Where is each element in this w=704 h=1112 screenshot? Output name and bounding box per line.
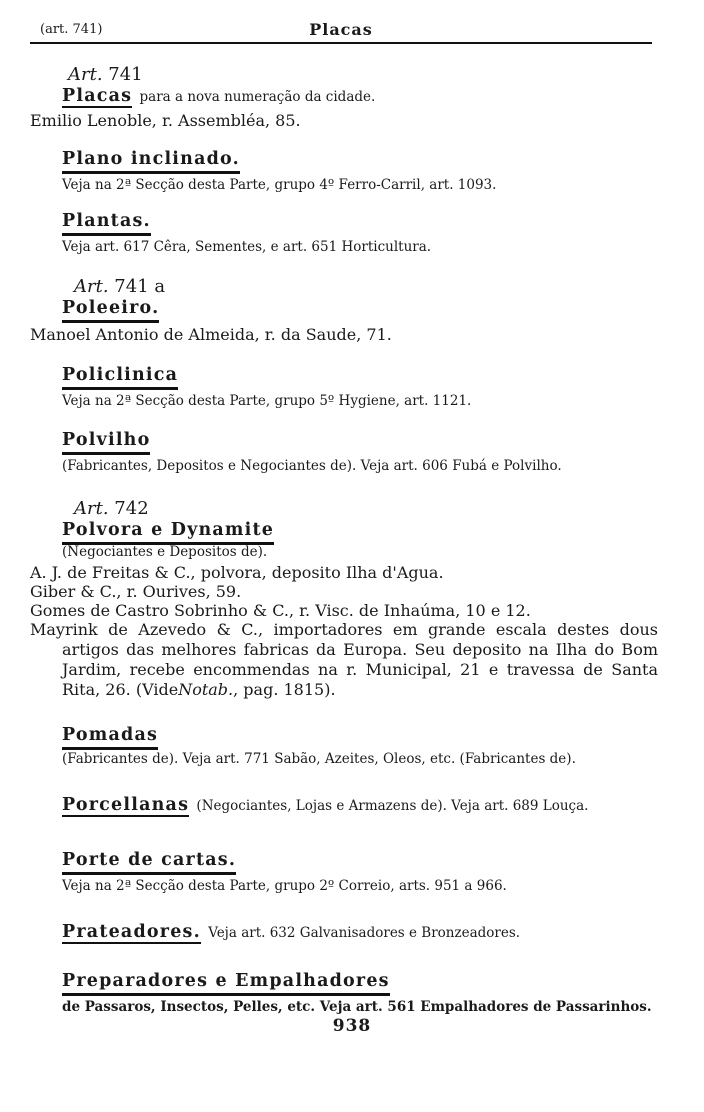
see-reference: (Fabricantes de). Veja art. 771 Sabão, Azeites, Oleos, etc. (Fabricantes de). — [62, 751, 576, 767]
entry-giber: Giber & C., r. Ourives, 59. — [30, 582, 242, 601]
entry-freitas: A. J. de Freitas & C., polvora, deposito Ilha d'Agua. — [30, 563, 444, 582]
running-head-title: Placas — [309, 20, 373, 39]
heading-plantas: Plantas. — [62, 211, 151, 236]
heading-plano-inclinado: Plano inclinado. — [62, 149, 240, 174]
heading-porcellanas: Porcellanas (Negociantes, Lojas e Armazens de). Veja art. 689 Louça. — [62, 795, 589, 815]
see-reference: Veja na 2ª Secção desta Parte, grupo 5º Hygiene, art. 1121. — [62, 393, 472, 409]
see-reference: Veja art. 617 Cêra, Sementes, e art. 651 Horticultura. — [62, 239, 432, 255]
heading-placas: Placas para a nova numeração da cidade. — [62, 86, 376, 106]
heading-prateadores: Prateadores. Veja art. 632 Galvanisadores e Bronzeadores. — [62, 922, 521, 942]
heading-polvilho: Polvilho — [62, 430, 150, 455]
running-head — [30, 18, 652, 44]
heading-pomadas: Pomadas — [62, 725, 158, 750]
article-marker: Art. 741 a — [74, 276, 166, 297]
see-reference: Veja na 2ª Secção desta Parte, grupo 4º Ferro-Carril, art. 1093. — [62, 177, 497, 193]
see-reference: (Fabricantes, Depositos e Negociantes de). Veja art. 606 Fubá e Polvilho. — [62, 458, 562, 474]
heading-porte-de-cartas: Porte de cartas. — [62, 850, 236, 875]
article-marker: Art. 742 — [74, 498, 149, 519]
heading-policlinica: Policlinica — [62, 365, 178, 390]
entry-almeida: Manoel Antonio de Almeida, r. da Saude, 71. — [30, 325, 392, 344]
see-reference: de Passaros, Insectos, Pelles, etc. Veja art. 561 Empalhadores de Passarinhos. — [62, 999, 652, 1015]
sub-heading: (Negociantes e Depositos de). — [62, 544, 268, 560]
entry-lenoble: Emilio Lenoble, r. Assembléa, 85. — [30, 111, 301, 130]
entry-gomes: Gomes de Castro Sobrinho & C., r. Visc. de Inhaúma, 10 e 12. — [30, 601, 531, 620]
notab-ref: Notab. — [178, 680, 234, 699]
see-reference: Veja na 2ª Secção desta Parte, grupo 2º Correio, arts. 951 a 966. — [62, 878, 507, 894]
heading-tail: (Negociantes, Lojas e Armazens de). Veja art. 689 Louça. — [196, 798, 589, 814]
running-head-ref: (art. 741) — [40, 22, 103, 37]
heading-tail: para a nova numeração da cidade. — [139, 89, 376, 105]
heading-preparadores: Preparadores e Empalhadores — [62, 971, 390, 996]
heading-tail: Veja art. 632 Galvanisadores e Bronzeadores. — [208, 925, 521, 941]
running-head-rule — [30, 42, 652, 44]
heading-polvora-dynamite: Polvora e Dynamite — [62, 520, 274, 545]
entry-mayrink: Mayrink de Azevedo & C., importadores em grande escala destes dous artigos das melhores fabricas da Europa. Seu deposito na Ilha do Bom Jardim, recebe encommendas na r. Municipal, 21 e travessa de Santa Rita, 26. (VideNotab., pag. 1815). — [30, 620, 658, 699]
page-number: 938 — [332, 1016, 372, 1036]
article-marker: Art. 741 — [68, 64, 143, 85]
heading-poleeiro: Poleeiro. — [62, 298, 159, 323]
